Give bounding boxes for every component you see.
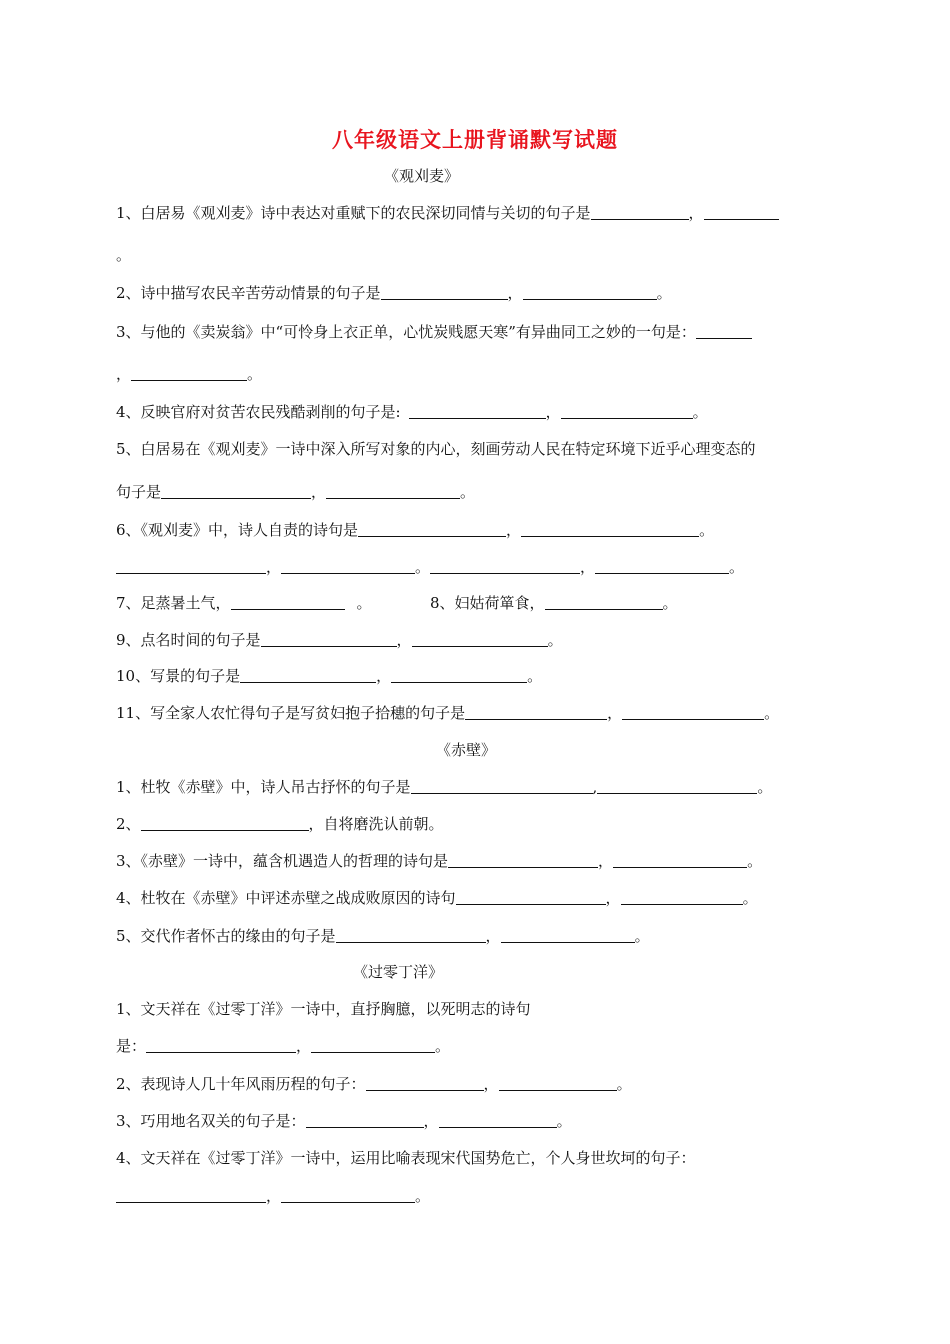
answer-blank[interactable] <box>621 889 743 905</box>
question-text: 7、足蒸暑土气， <box>116 594 231 612</box>
answer-blank[interactable] <box>456 889 606 905</box>
answer-blank[interactable] <box>430 558 580 574</box>
question-a1: 1、白居易《观刈麦》诗中表达对重赋下的农民深切同情与关切的句子是 ， <box>116 203 779 223</box>
question-a5 <box>116 439 756 459</box>
question-a3-cont: ， 。 <box>116 365 263 383</box>
answer-blank[interactable] <box>523 284 657 300</box>
answer-blank[interactable] <box>358 521 506 537</box>
answer-blank[interactable] <box>501 927 635 943</box>
answer-blank[interactable] <box>391 667 527 683</box>
question-b1: 1、杜牧《赤壁》中，诗人吊古抒怀的句子是 , 。 <box>116 778 773 796</box>
question-b2 <box>116 814 444 834</box>
answer-blank[interactable] <box>591 204 689 220</box>
section-heading-guanyimai: 《观刈麦》 <box>384 167 460 185</box>
question-a8: 8、妇姑荷箪食， 。 <box>430 594 678 612</box>
answer-blank[interactable] <box>521 521 699 537</box>
answer-blank[interactable] <box>696 323 752 339</box>
question-a1-end: 。 <box>116 246 132 264</box>
section-heading-chibi: 《赤壁》 <box>436 741 497 759</box>
question-text: 4、杜牧在《赤壁》中评述赤壁之战成败原因的诗句 <box>116 889 456 907</box>
question-text: 8、妇姑荷箪食， <box>430 594 545 612</box>
question-c1-cont: 是： ， 。 <box>116 1037 451 1055</box>
answer-blank[interactable] <box>281 1187 415 1203</box>
question-text: 2、 <box>116 815 141 833</box>
answer-blank[interactable] <box>499 1075 617 1091</box>
question-text: 句子是 <box>116 483 162 501</box>
answer-blank[interactable] <box>561 403 693 419</box>
question-text: 4、文天祥在《过零丁洋》一诗中，运用比喻表现宋代国势危亡，个人身世坎坷的句子： <box>116 1149 696 1167</box>
question-text: 是： <box>116 1037 147 1055</box>
answer-blank[interactable] <box>366 1075 484 1091</box>
question-text: ，自将磨洗认前朝。 <box>308 815 444 833</box>
question-text: 3、《赤壁》一诗中，蕴含机遇造人的哲理的诗句是 <box>116 852 449 870</box>
question-b4: 4、杜牧在《赤壁》中评述赤壁之战成败原因的诗句 ， 。 <box>116 889 758 907</box>
answer-blank[interactable] <box>595 558 729 574</box>
question-a6-cont: ， 。 ， 。 <box>116 557 744 577</box>
question-a5-cont: 句子是 ， 。 <box>116 483 476 501</box>
question-a2: 2、诗中描写农民辛苦劳动情景的句子是 ， 。 <box>116 284 672 302</box>
question-a10: 10、写景的句子是 ， 。 <box>116 667 543 685</box>
question-text: 5、交代作者怀古的缘由的句子是 <box>116 927 336 945</box>
answer-blank[interactable] <box>261 631 397 647</box>
question-text: 1、杜牧《赤壁》中，诗人吊古抒怀的句子是 <box>116 778 411 796</box>
question-text: 1、白居易《观刈麦》诗中表达对重赋下的农民深切同情与关切的句子是 <box>116 204 591 222</box>
question-text: 6、《观刈麦》中，诗人自责的诗句是 <box>116 521 359 539</box>
question-b5: 5、交代作者怀古的缘由的句子是 ， 。 <box>116 927 650 945</box>
section-heading-guolingdingyang: 《过零丁洋》 <box>353 963 444 981</box>
question-text: 4、反映官府对贫苦农民残酷剥削的句子是: <box>116 403 401 421</box>
answer-blank[interactable] <box>161 483 311 499</box>
question-text: 3、与他的《卖炭翁》中“可怜身上衣正单，心忧炭贱愿天寒”有异曲同工之妙的一句是： <box>116 323 696 341</box>
answer-blank[interactable] <box>146 1037 296 1053</box>
answer-blank[interactable] <box>465 704 607 720</box>
answer-blank[interactable] <box>439 1112 557 1128</box>
answer-blank[interactable] <box>409 403 546 419</box>
answer-blank[interactable] <box>704 204 779 220</box>
question-a3 <box>116 322 752 342</box>
answer-blank[interactable] <box>412 631 548 647</box>
question-a11: 11、写全家人农忙得句子是写贫妇抱子拾穗的句子是 ， 。 <box>116 704 780 722</box>
question-text: 2、诗中描写农民辛苦劳动情景的句子是 <box>116 284 381 302</box>
answer-blank[interactable] <box>545 594 663 610</box>
answer-blank[interactable] <box>306 1112 424 1128</box>
answer-blank[interactable] <box>448 852 598 868</box>
question-a6: 6、《观刈麦》中，诗人自责的诗句是 ， 。 <box>116 521 715 539</box>
answer-blank[interactable] <box>281 558 415 574</box>
answer-blank[interactable] <box>326 483 460 499</box>
question-c3: 3、巧用地名双关的句子是： ， 。 <box>116 1112 572 1130</box>
question-c2: 2、表现诗人几十年风雨历程的句子： ， 。 <box>116 1075 632 1093</box>
question-c4 <box>116 1148 696 1168</box>
answer-blank[interactable] <box>311 1037 435 1053</box>
answer-blank[interactable] <box>141 815 309 831</box>
answer-blank[interactable] <box>381 284 508 300</box>
answer-blank[interactable] <box>116 558 266 574</box>
question-c4-cont: ， 。 <box>116 1186 430 1206</box>
question-text: 5、白居易在《观刈麦》一诗中深入所写对象的内心，刻画劳动人民在特定环境下近乎心理变态的 <box>116 440 756 458</box>
answer-blank[interactable] <box>231 594 345 610</box>
question-text: 9、点名时间的句子是 <box>116 631 261 649</box>
question-c1 <box>116 999 531 1019</box>
question-text: 11、写全家人农忙得句子是写贫妇抱子拾穗的句子是 <box>116 704 466 722</box>
answer-blank[interactable] <box>116 1187 266 1203</box>
question-a9: 9、点名时间的句子是 ， 。 <box>116 631 563 649</box>
question-text: 10、写景的句子是 <box>116 667 241 685</box>
answer-blank[interactable] <box>613 852 747 868</box>
answer-blank[interactable] <box>597 778 757 794</box>
page-title: 八年级语文上册背诵默写试题 <box>332 128 618 152</box>
question-text: 3、巧用地名双关的句子是： <box>116 1112 306 1130</box>
answer-blank[interactable] <box>240 667 376 683</box>
question-text: 2、表现诗人几十年风雨历程的句子： <box>116 1075 366 1093</box>
question-b3: 3、《赤壁》一诗中，蕴含机遇造人的哲理的诗句是 ， 。 <box>116 852 763 870</box>
answer-blank[interactable] <box>336 927 486 943</box>
question-a4: 4、反映官府对贫苦农民残酷剥削的句子是: ， 。 <box>116 403 708 421</box>
answer-blank[interactable] <box>411 778 593 794</box>
question-text: 1、文天祥在《过零丁洋》一诗中，直抒胸臆，以死明志的诗句 <box>116 1000 531 1018</box>
answer-blank[interactable] <box>131 365 247 381</box>
question-a7: 7、足蒸暑土气， 。 <box>116 594 372 612</box>
answer-blank[interactable] <box>622 704 764 720</box>
